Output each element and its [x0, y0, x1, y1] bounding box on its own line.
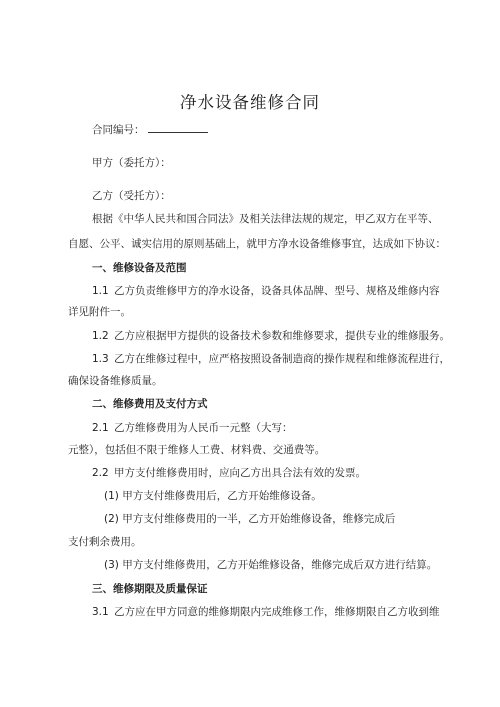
clause-text: 乙方在维修过程中，应严格按照设备制造商的操作规程和维修流程进行，	[114, 353, 450, 365]
clause-1-3-line-2: 确保设备维修质量。	[68, 375, 163, 387]
clause-1-1-line-2: 详见附件一。	[68, 306, 131, 318]
payment-option-1: (1) 甲方支付维修费用后，乙方开始维修设备。	[104, 490, 322, 502]
payment-option-2-line-2: 支付剩余费用。	[68, 536, 142, 548]
clause-text: 乙方负责维修甲方的净水设备，设备具体品牌、型号、规格及维修内容	[114, 285, 440, 297]
clause-text: 乙方维修费用为人民币一元整（大写：	[114, 422, 293, 434]
clause-2-1-line-1	[92, 421, 293, 435]
clause-1-1-line-1	[92, 284, 440, 298]
payment-option-3: (3) 甲方支付维修费用，乙方开始维修设备，维修完成后双方进行结算。	[104, 559, 438, 571]
payment-option-2-line-1: (2) 甲方支付维修费用的一半，乙方开始维修设备，维修完成后	[104, 513, 396, 525]
clause-text: 乙方应根据甲方提供的设备技术参数和维修要求，提供专业的维修服务。	[114, 330, 450, 342]
contract-number-blank[interactable]	[148, 123, 208, 133]
clause-1-2	[92, 329, 450, 343]
clause-text: 乙方应在甲方同意的维修期限内完成维修工作，维修期限自乙方收到维	[114, 606, 440, 618]
section-1-heading: 一、维修设备及范围	[92, 262, 187, 274]
intro-line-2: 自愿、公平、诚实信用的原则基础上，就甲方净水设备维修事宜，达成如下协议：	[68, 238, 446, 250]
document-title: 净水设备维修合同	[180, 93, 320, 112]
contract-number-label: 合同编号：	[92, 124, 145, 136]
section-2-heading: 二、维修费用及支付方式	[92, 398, 208, 410]
clause-number: 1.1	[92, 285, 109, 297]
party-a-line: 甲方（委托方）：	[92, 157, 171, 169]
clause-number: 3.1	[92, 606, 109, 618]
intro-line-1: 根据《中华人民共和国合同法》及相关法律法规的规定，甲乙双方在平等、	[92, 213, 439, 225]
clause-number: 1.3	[92, 353, 109, 365]
clause-2-1-line-2: 元整），包括但不限于维修人工费、材料费、交通费等。	[68, 444, 326, 456]
section-3-heading: 三、维修期限及质量保证	[92, 583, 208, 595]
clause-3-1	[92, 605, 440, 619]
clause-number: 2.1	[92, 422, 109, 434]
clause-1-3-line-1	[92, 352, 450, 366]
contract-number-line	[92, 123, 208, 137]
clause-number: 2.2	[92, 467, 109, 479]
clause-2-2	[92, 466, 366, 480]
party-b-line: 乙方（受托方）：	[92, 190, 171, 202]
clause-number: 1.2	[92, 330, 109, 342]
clause-text: 甲方支付维修费用时，应向乙方出具合法有效的发票。	[114, 467, 366, 479]
